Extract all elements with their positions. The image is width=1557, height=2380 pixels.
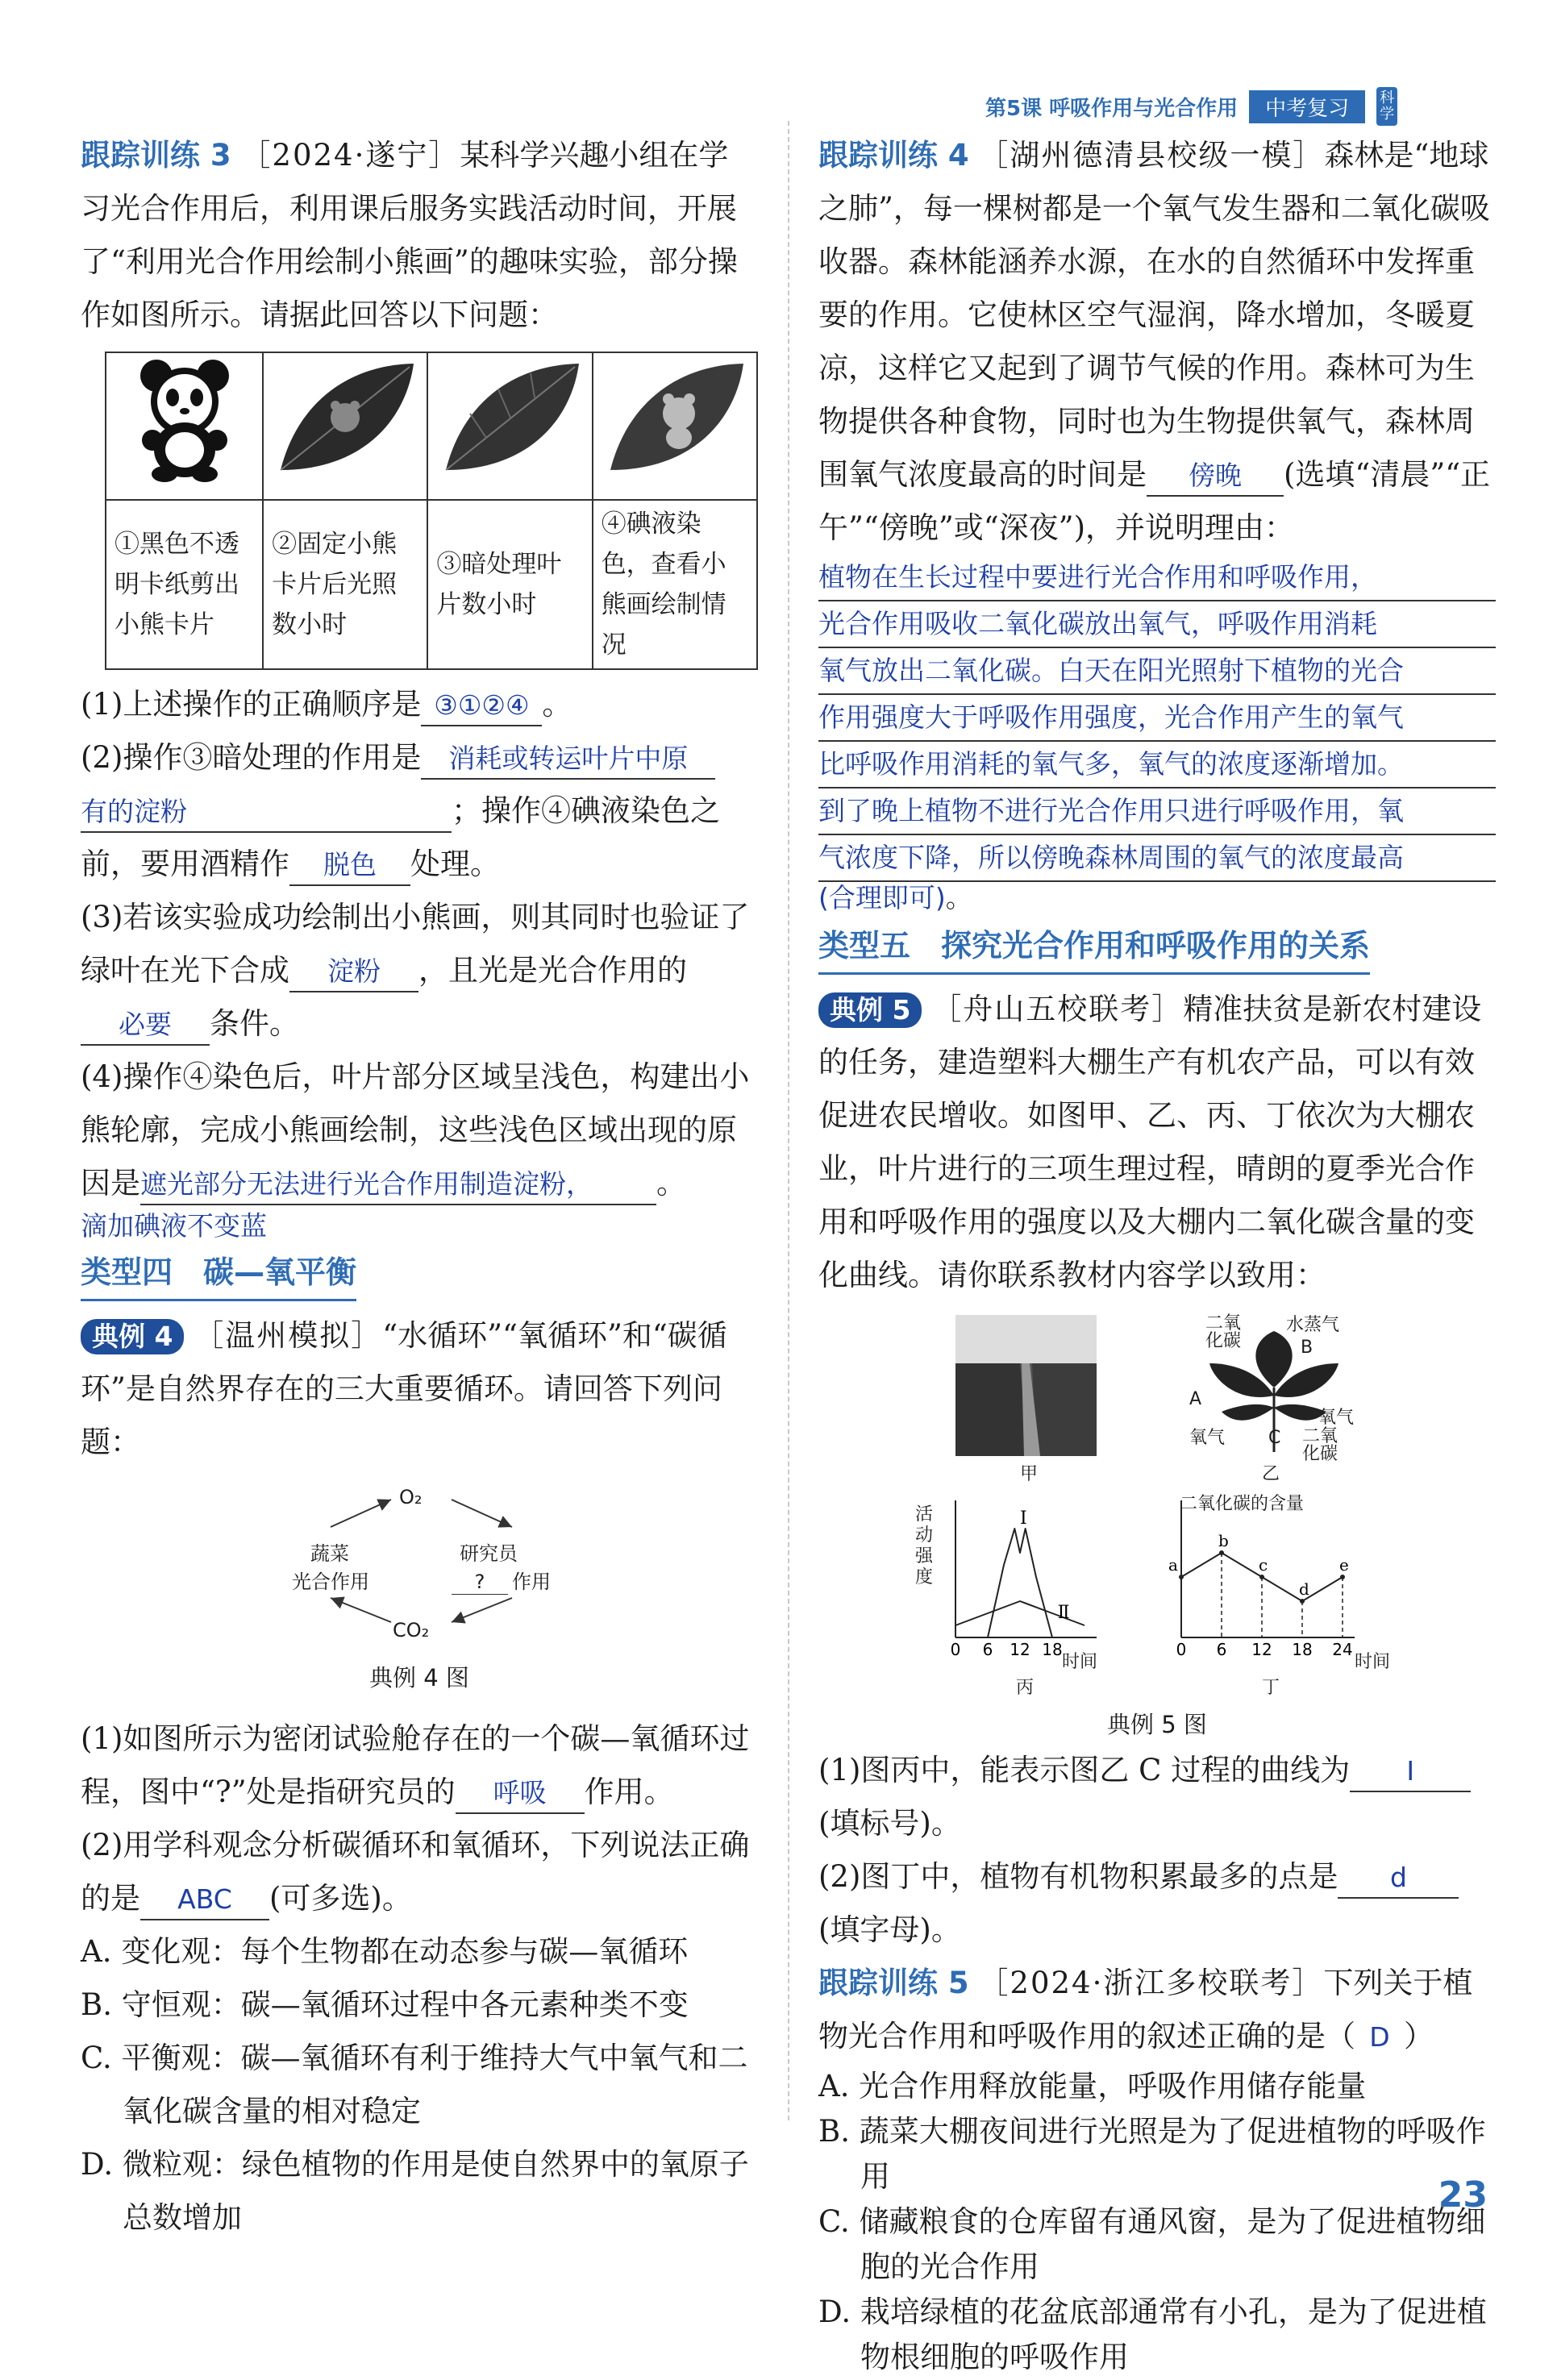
ex5-q1 [818,1744,1496,1850]
dark-leaf-image [427,352,592,500]
ex5-q2-end: (填字母)。 [818,1912,961,1947]
t5-source: ［2024·浙江多校联考］ [978,1966,1324,2000]
leaf-label-a: A [1189,1389,1202,1409]
t3-label: 跟踪训练 3 [81,138,231,173]
t3-q3 [81,891,758,1051]
series-line [988,1529,1052,1637]
x-tick-label: 12 [1010,1640,1030,1658]
ex4-q2 [81,1819,758,1925]
t4-reason-line: 作用强度大于呼吸作用强度，光合作用产生的氧气 [818,695,1496,742]
data-point [1219,1550,1224,1555]
t3-q2-answer-2: 有的淀粉 [81,793,452,833]
t3-q2-text: (2)操作③暗处理的作用是 [81,740,422,775]
t3-q4-end: 。 [656,1166,686,1200]
greenhouse-photo [955,1315,1097,1456]
ex4-stem [81,1309,758,1469]
ex4-caption: 典例 4 图 [369,1664,469,1691]
x-tick-label: 24 [1332,1640,1353,1658]
series-label: Ⅱ [1057,1603,1070,1623]
t4-source: ［湖州德清县校级一模］ [978,138,1325,173]
t5-answer: D [1369,2021,1390,2053]
ex5-badge: 典例 5 [818,992,922,1028]
ding-xlabel: 时间 [1355,1652,1391,1672]
point-label: c [1259,1555,1268,1575]
ex5-stem [818,983,1496,1302]
t3-q1-end: 。 [542,687,572,722]
leaf-label-o2-out: 氧气 [1318,1408,1355,1428]
t4-reason-line: 气浓度下降，所以傍晚森林周围的氧气的浓度最高 [818,835,1496,882]
ex5-q2-answer: d [1338,1858,1459,1899]
review-tag: 中考复习 [1249,90,1365,123]
x-tick-label: 6 [1216,1640,1227,1658]
ex4-q2-end: (可多选)。 [269,1881,412,1916]
ex4-right-q: ? [452,1570,508,1595]
ex5-stem-text: 精准扶贫是新农村建设的任务，建造塑料大棚生产有机农产品，可以有效促进农民增收。如图甲、乙、丙、丁依次为大棚农业，叶片进行的三项生理过程，晴朗的夏季光合作用和呼吸作用的强度以及大棚内二氧化碳含量的变化曲线。请你联系教材内容学以致用： [818,992,1482,1292]
x-tick-label: 0 [1176,1640,1187,1658]
t3-stem-text: 某科学兴趣小组在学习光合作用后，利用课后服务实践活动时间，开展了“利用光合作用绘制小熊画”的趣味实验，部分操作如图所示。请据此回答以下问题： [81,138,738,332]
data-point [1179,1575,1184,1579]
t4-end: 。 [945,882,972,913]
leaf-label-c: C [1268,1428,1281,1448]
t3-q4-answer-1: 遮光部分无法进行光合作用制造淀粉， [140,1165,656,1205]
ex5-q2 [818,1850,1496,1957]
t3-q4-answer-2: 滴加碘液不变蓝 [81,1210,267,1242]
x-tick-label: 18 [1042,1640,1063,1658]
bing-ylabel: 活动强度 [915,1504,934,1587]
panda-card-image [106,352,263,500]
op-1-text: ①黑色不透明卡纸剪出小熊卡片 [106,500,263,669]
ex5-caption: 典例 5 图 [1107,1711,1207,1738]
page-header [985,87,1397,126]
t4-time-answer: 傍晚 [1147,456,1284,497]
ex4-co2: CO₂ [393,1619,430,1641]
ex4-right1: 研究员 [460,1542,518,1565]
t3-q2 [81,731,758,891]
ex5-figures [818,1313,1496,1738]
point-label: d [1299,1579,1309,1599]
t3-q2-answer-1: 消耗或转运叶片中原 [421,739,715,780]
left-column [81,129,758,2245]
ex4-option-b: B. 守恒观：碳—氧循环过程中各元素种类不变 [81,1987,689,2022]
t3-stem [81,129,758,342]
t3-q4 [81,1051,758,1242]
x-tick-label: 18 [1292,1640,1313,1658]
chart-bing [939,1496,1101,1658]
t3-q2-mid: ；操作④碘液染色之前，要用酒精作 [81,793,720,881]
t3-q2-answer-3: 脱色 [289,846,410,886]
ex5-q1-end: (填标号)。 [818,1806,961,1841]
t5-stem-text: 下列关于植物光合作用和呼吸作用的叙述正确的是（ [818,1966,1473,2053]
t5-options [818,2064,1496,2380]
stained-leaf-image [593,352,757,500]
point-label: e [1339,1555,1349,1575]
ex4-option-d: D. 微粒观：绿色植物的作用是使自然界中的氧原子总数增加 [81,2147,749,2235]
leaf-label-water: 水蒸气 [1286,1315,1340,1335]
t5-option-d: D. 栽培绿植的花盆底部通常有小孔，是为了促进植物根细胞的呼吸作用 [818,2295,1487,2374]
x-tick-label: 0 [950,1640,961,1658]
t3-q3-text: (3)若该实验成功绘制出小熊画，则其同时也验证了绿叶在光下合成 [81,900,750,988]
t4-reason-line: 植物在生长过程中要进行光合作用和呼吸作用， [818,555,1496,601]
ex4-left2: 光合作用 [292,1571,369,1593]
series-label: Ⅰ [1020,1508,1027,1529]
t5-stem-end: ） [1404,2019,1434,2053]
fig-ding-label: 丁 [1262,1678,1280,1698]
ex5-source: ［舟山五校联考］ [931,992,1184,1026]
chart-ding [1165,1496,1367,1658]
ding-ylabel: 二氧化碳的含量 [1180,1494,1305,1514]
t5-option-a: A. 光合作用释放能量，呼吸作用储存能量 [818,2069,1367,2103]
t3-q2-end: 处理。 [410,847,500,881]
leaf-with-card-image [263,352,427,500]
t4-reason [818,555,1496,914]
ex4-q1-end: 作用。 [584,1775,674,1809]
ex4-source: ［温州模拟］ [194,1318,383,1353]
op-3-text: ③暗处理叶片数小时 [427,500,592,669]
x-tick-label: 12 [1251,1640,1272,1658]
t5-label: 跟踪训练 5 [818,1966,969,2000]
point-label: a [1168,1555,1178,1575]
data-point [1300,1599,1305,1604]
t3-source: ［2024·遂宁］ [240,138,460,173]
ex4-right2: 作用 [512,1571,551,1593]
ex4-q1-answer: 呼吸 [456,1774,585,1814]
subject-badge: 科学 [1376,87,1397,126]
ex4-option-c: C. 平衡观：碳—氧循环有利于维持大气中氧气和二氧化碳含量的相对稳定 [81,2041,748,2128]
t4-reason-line: 氧气放出二氧化碳。白天在阳光照射下植物的光合 [818,648,1496,695]
point-label: b [1218,1531,1229,1550]
fig-jia-label: 甲 [1020,1464,1039,1484]
t4-stem-2: (选填“清晨”“正午”“傍晚”或“深夜”)，并说明理由： [818,457,1491,545]
t4-reason-line [818,882,1496,914]
ex5-q2-text: (2)图丁中，植物有机物积累最多的点是 [818,1859,1338,1894]
ex4-option-a: A. 变化观：每个生物都在动态参与碳—氧循环 [81,1934,689,1969]
t3-q3-mid: ，且光是光合作用的 [418,953,687,988]
leaf-label-co2-out: 二氧化碳 [1302,1426,1338,1464]
type4-title: 类型四 碳—氧平衡 [81,1246,356,1301]
t4-reason-line: 比呼吸作用消耗的氧气多，氧气的浓度逐渐增加。 [818,742,1496,788]
leaf-label-co2-in: 二氧化碳 [1205,1313,1242,1351]
t3-q3-end: 条件。 [210,1006,299,1041]
t4-stem [818,129,1496,555]
leaf-label-o2-in: 氧气 [1189,1428,1226,1448]
bing-xlabel: 时间 [1062,1652,1098,1672]
type5-title: 类型五 探究光合作用和呼吸作用的关系 [818,919,1370,975]
operations-table [105,352,758,670]
op-4-text: ④碘液染色，查看小熊画绘制情况 [593,500,757,669]
op-2-text: ②固定小熊卡片后光照数小时 [263,500,427,669]
t4-reason-line: 光合作用吸收二氧化碳放出氧气，呼吸作用消耗 [818,601,1496,648]
ex5-q1-text: (1)图丙中，能表示图乙 C 过程的曲线为 [818,1753,1351,1787]
type5-heading [818,919,1496,975]
t4-reason-line: 到了晚上植物不进行光合作用只进行呼吸作用，氧 [818,788,1496,835]
ex4-q2-answer: ABC [140,1880,269,1920]
ex4-q2-text: (2)用学科观念分析碳循环和氧循环，下列说法正确的是 [81,1828,750,1916]
t4-reason-tail: (合理即可) [818,882,946,913]
t5-stem [818,1957,1496,2064]
ex4-badge: 典例 4 [81,1319,184,1354]
ex4-diagram [81,1477,758,1646]
t3-q3-answer-2: 必要 [81,1005,210,1046]
right-column [818,129,1496,2380]
ex4-q1-text: (1)如图所示为密闭试验舱存在的一个碳—氧循环过程，图中“?”处是指研究员的 [81,1721,750,1809]
lesson-title: 第5课 呼吸作用与光合作用 [985,96,1239,121]
data-point [1259,1575,1264,1579]
t5-option-b: B. 蔬菜大棚夜间进行光照是为了促进植物的呼吸作用 [818,2114,1486,2194]
ex5-q1-answer: Ⅰ [1350,1752,1471,1792]
type4-heading [81,1246,758,1301]
t4-label: 跟踪训练 4 [818,138,969,173]
t3-q1-text: (1)上述操作的正确顺序是 [81,687,422,722]
t5-option-c: C. 储藏粮食的仓库留有通风窗，是为了促进植物细胞的光合作用 [818,2204,1486,2284]
ex4-left1: 蔬菜 [310,1542,349,1565]
t3-q4-text: (4)操作④染色后，叶片部分区域呈浅色，构建出小熊轮廓，完成小熊画绘制，这些浅色区域出现的原因是 [81,1059,750,1200]
fig-yi-label: 乙 [1262,1464,1280,1484]
t4-stem-text: 森林是“地球之肺”，每一棵树都是一个氧气发生器和二氧化碳吸收器。森林能涵养水源，在水的自然循环中发挥重要的作用。它使林区空气湿润，降水增加，冬暖夏凉，这样它又起到了调节气候的作用。森林可为生物提供各种食物，同时也为生物提供氧气，森林周围氧气浓度最高的时间是 [818,138,1490,492]
ex4-o2: O₂ [399,1486,423,1508]
data-point [1340,1575,1345,1579]
column-divider [788,121,789,2120]
x-tick-label: 6 [982,1640,993,1658]
t3-q3-answer-1: 淀粉 [289,952,418,992]
page-number: 23 [1438,2174,1488,2216]
fig-bing-label: 丙 [1016,1678,1035,1698]
t3-q1-answer: ③①②④ [421,686,542,726]
leaf-label-b: B [1301,1338,1313,1358]
ex4-q1 [81,1712,758,1819]
t3-q1 [81,678,758,731]
ex4-stem-text: “水循环”“氧循环”和“碳循环”是自然界存在的三大重要循环。请回答下列问题： [81,1318,727,1459]
